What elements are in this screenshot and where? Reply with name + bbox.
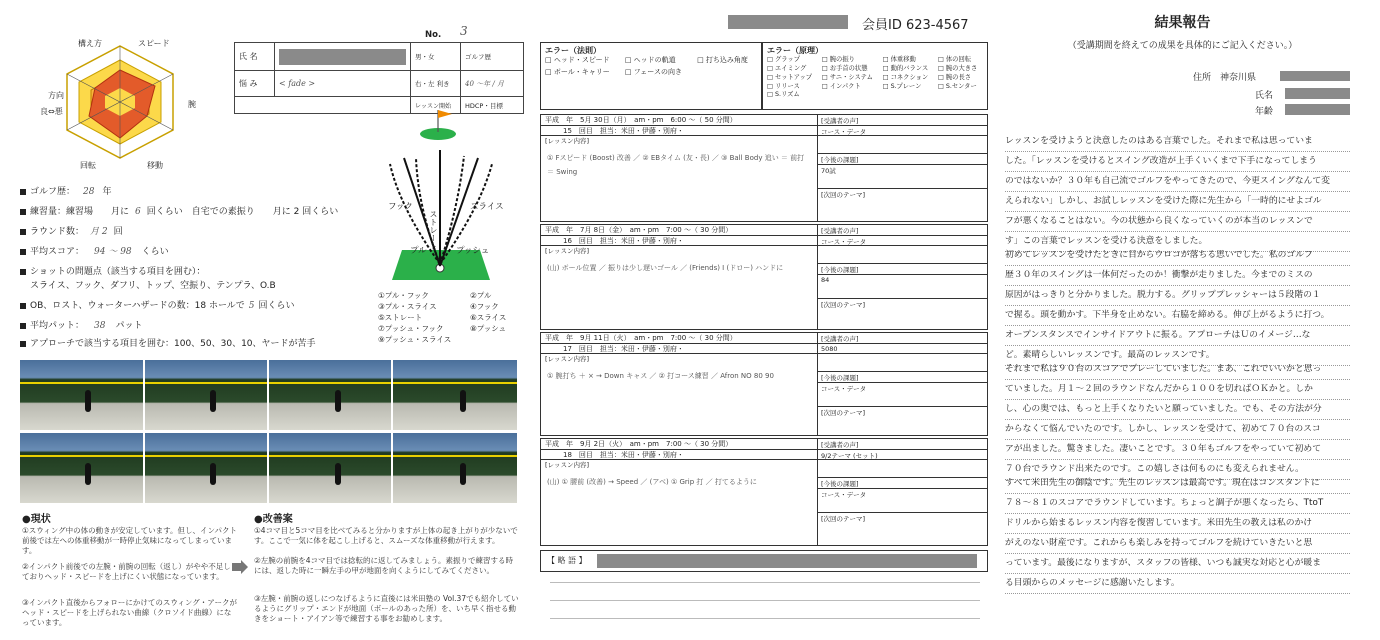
current-item-1: ①スウィング中の体の動きが安定しています。但し、インパクト前後では左への体重移動が一時停止気味になってしまっています。 xyxy=(22,526,237,555)
lesson-header: 平成 年 7月 8日（金） am・pm 7:00 〜（ 30 分間） xyxy=(541,225,987,236)
lesson-block-17 xyxy=(540,332,988,436)
data-label: コース・データ xyxy=(818,126,987,154)
voice-label: [受講者の声] xyxy=(818,333,987,344)
lesson-feedback-column xyxy=(817,333,987,435)
error-cause-item[interactable]: □ エイミング xyxy=(767,65,807,72)
ball-flight-diagram xyxy=(380,108,520,280)
voice-label: [受講者の声] xyxy=(818,225,987,236)
error-cause-item[interactable]: □ お手首の状態 xyxy=(821,65,868,72)
data-value: 70試 xyxy=(818,165,987,189)
lesson-block-18 xyxy=(540,438,988,546)
current-state-title: ●現状 xyxy=(22,514,51,525)
redacted-member-name xyxy=(728,15,848,29)
theme-label: [次回のテーマ] xyxy=(821,409,866,417)
legend-item: ④フック xyxy=(470,302,499,311)
data-label: コース・データ xyxy=(818,383,987,407)
lesson-content-label: [レッスン内容] xyxy=(545,355,590,363)
error-method-item[interactable]: □ 打ち込み角度 xyxy=(697,56,748,65)
error-method-item[interactable]: □ ヘッド・スピード xyxy=(545,56,610,65)
improve-item-1: ①4コマ目と5コマ目を比べてみると分かりますが上体の起き上がりが少ないです。ここで一気に体を起こし上げると、スムーズな体重移動が行えます。 xyxy=(254,526,518,545)
q-ob-count: OB、ロスト、ウォーターハザードの数：18 ホールで 5 回くらい xyxy=(20,298,295,311)
error-cause-box xyxy=(762,42,988,110)
error-method-title: エラー（法則） xyxy=(545,46,601,55)
error-cause-item[interactable]: □ 体の回転 xyxy=(937,56,972,64)
result-report xyxy=(995,0,1380,640)
diagram-pull-label: プル xyxy=(410,246,427,256)
lesson-intake-sheet xyxy=(0,0,525,640)
q-rounds: ラウンド数： 月 2 回 xyxy=(20,224,123,237)
q-shot-problems: ショットの問題点（該当する項目を囲む）： xyxy=(20,264,205,277)
error-cause-item[interactable]: □ S.センター xyxy=(937,82,977,90)
radar-label-arm: 腕 xyxy=(188,100,196,109)
radar-label-rotation: 回転 xyxy=(80,161,96,170)
diagram-slice-label: スライス xyxy=(470,202,504,212)
divider xyxy=(550,582,980,583)
lesson-record-sheet xyxy=(530,0,990,640)
lesson-notes: ① Fスピード (Boost) 改善 ／ ② EBタイム (友・長) ／ ③ Ball Body 追い ＝ 前打 ＝ Swing xyxy=(547,154,805,176)
error-cause-item[interactable]: □ インパクト xyxy=(821,82,861,90)
radar-label-good-bad: 良⇔悪 xyxy=(40,107,63,116)
theme-label: [次回のテーマ] xyxy=(821,191,866,199)
task-label: [今後の課題] xyxy=(818,372,987,383)
q-golf-history: ゴルフ歴： 28 年 xyxy=(20,184,111,197)
error-cause-item[interactable]: □ 動的バランス xyxy=(882,65,929,72)
sheet-number-value: 3 xyxy=(460,24,468,38)
error-cause-item[interactable]: □ サニ・システム xyxy=(821,73,873,81)
diagram-straight-label: ストレート xyxy=(429,210,438,250)
lesson-count: 16 回目 担当：米田・伊藤・別府・ xyxy=(541,236,987,246)
current-item-2: ②インパクト前後での左腕・前腕の回転（返し）がやや不足しておりヘッド・スピードを上げにくい状態になっています。 xyxy=(22,562,231,581)
task-label: [今後の課題] xyxy=(818,154,987,165)
diagram-legend xyxy=(378,290,518,345)
name-label: 氏 名 xyxy=(235,43,275,70)
legend-item: ⑧プッシュ xyxy=(470,324,507,333)
error-cause-item[interactable]: □ 腕の大きさ xyxy=(937,65,978,72)
lesson-notes: (山) ① 腰前 (改善) → Speed ／ (アベ) ① Grip 打 ／ 打てるように xyxy=(547,478,757,486)
diagram-hook-label: フック xyxy=(388,202,413,212)
golf-history-value: 40 〜年 / 月 xyxy=(465,79,504,88)
q-approach: アプローチで該当する項目を囲む：100、50、30、10、ヤードが苦手 xyxy=(20,336,316,349)
legend-item: ①プル・フック xyxy=(378,291,429,300)
radar-label-speed: スピード xyxy=(138,39,170,48)
lesson-header: 平成 年 9月 11日（火） am・pm 7:00 〜（ 30 分間） xyxy=(541,333,987,344)
task-label: [今後の課題] xyxy=(818,478,987,489)
lesson-feedback-column xyxy=(817,225,987,329)
report-paragraph-3: それまで私は９０台のスコアでプレーしていました。まあ、これでいいかと思っ ていました。月１〜２回のラウンドなんだから１００を切ればＯＫかと。しか し、心の奥では、もっと上手くなりたいと願っていました。でも、その方法が分 からなくて悩んでいたのです。しかし、レッスンを受けて、初めて７０台のスコ アが出ました。驚きました。凄いことです。３０年もゴルフをやっていて初めて ７０台でラウンド出来たのです。この嬉しさは何ものにも変えられません。 xyxy=(1005,360,1350,480)
report-paragraph-4: すべて米田先生の御陰です。先生のレッスンは最高です。現在はコンスタントに ７８〜８１のスコアでラウンドしています。ちょっと調子が悪くなったら、TtoT ドリルから始まるレッスン内容を復習しています。米田先生の教えは私のかけ がえのない財産です。これからも楽しみを持ってゴルフを続けていきたいと思 っています。最後になりますが、スタッフの皆様、いつも誠実な対応と心が暖ま る目頭からのメッセージに感謝いたします。 xyxy=(1005,474,1350,594)
lesson-notes: ① 腕打ち ＋ × → Down キャス ／ ② 打コース練習 ／ Afron NO 80 90 xyxy=(547,372,774,380)
lesson-count: 17 回目 担当：米田・伊藤・別府・ xyxy=(541,344,987,354)
data-label: コース・データ xyxy=(818,489,987,513)
data-label: コース・データ xyxy=(818,236,987,264)
arrow-right-icon xyxy=(232,560,248,574)
data-value: 9/2テーマ (セット) xyxy=(818,450,987,478)
swing-photo-sequence-2 xyxy=(20,433,517,503)
radar-label-direction: 方向 xyxy=(48,91,64,100)
divider xyxy=(550,600,980,601)
swing-photo-sequence-1 xyxy=(20,360,517,430)
age-field-label: 年齢 xyxy=(1255,107,1274,117)
legend-item: ⑦プッシュ・フック xyxy=(378,324,444,333)
lesson-content-label: [レッスン内容] xyxy=(545,461,590,469)
radar-label-move: 移動 xyxy=(147,161,163,170)
error-method-item[interactable]: □ フェースの向き xyxy=(624,67,682,76)
error-cause-item[interactable]: □ コネクション xyxy=(882,73,929,81)
redacted-report-name xyxy=(1285,88,1350,99)
redacted-remarks xyxy=(597,554,977,568)
hdcp-label: HDCP・目標 xyxy=(465,101,503,110)
student-info-table xyxy=(234,42,524,114)
error-cause-title: エラー（原理） xyxy=(767,46,823,55)
voice-label: [受講者の声] xyxy=(818,439,987,450)
diagram-push-label: プッシュ xyxy=(456,246,490,256)
improve-item-3: ③左腕・前腕の返しにつなげるように直後には米田塾の Vol.37でも紹介しているようにグリップ・エンドが地面（ボールのあった所）を、いち早く指せる動きをショート・アイアン等で練習する事をお勧めします。 xyxy=(254,594,519,623)
report-title: 結果報告 xyxy=(1154,15,1211,31)
legend-item: ⑨プッシュ・スライス xyxy=(378,335,452,344)
improve-item-2: ②左腕の前腕を4コマ目では捻転的に返してみましょう。素振りで練習する時には、返した時に一瞬左手の甲が地面を向くようにしてみてください。 xyxy=(254,556,513,575)
q-average-score: 平均スコア： 94 〜 98 くらい xyxy=(20,244,169,257)
worry-value: < fade > xyxy=(275,71,411,96)
report-paragraph-1: レッスンを受けようと決意したのはある言葉でした。それまで私は思っていま した。「レッスンを受けるとスイング改造が上手くいくまで下手になってしまう のではないか？３０年も自己流でゴルフをやってきたので、今更スイングなんて変 えられない」しかし、お試しレッスンを受けた際に先生から「一時的にせよゴル フが悪くなることはない。今の状態から良くなっていくのが本当のレッスンで す」この言葉でレッスンを受ける決意をしました。 xyxy=(1005,132,1350,252)
task-label: [今後の課題] xyxy=(818,264,987,275)
legend-item: ⑥スライス xyxy=(470,313,507,322)
member-id: 会員ID 623-4567 xyxy=(862,18,969,33)
lesson-content-label: [レッスン内容] xyxy=(545,247,590,255)
error-cause-item[interactable]: □ グラップ xyxy=(767,56,801,64)
lesson-block-15 xyxy=(540,114,988,222)
lesson-feedback-column xyxy=(817,439,987,545)
theme-label: [次回のテーマ] xyxy=(821,515,866,523)
error-method-box xyxy=(540,42,762,110)
legend-item: ⑤ストレート xyxy=(378,313,423,322)
data-value: 84 xyxy=(818,275,987,299)
redacted-address xyxy=(1280,71,1350,81)
current-item-3: ③インパクト直後からフォローにかけてのスウィング・アークがヘッド・スピードを上げられない曲線（クロソイド曲線）になっています。 xyxy=(22,598,237,627)
q-shot-problems-options: スライス、フック、ダフリ、トップ、空振り、テンプラ、O.B xyxy=(30,281,276,291)
error-cause-item[interactable]: □ S.リズム xyxy=(767,91,800,99)
worry-label: 悩 み xyxy=(235,71,275,96)
address-label: 住所 神奈川県 xyxy=(1193,73,1257,83)
lesson-count: 15 回目 担当：米田・伊藤・別府・ xyxy=(541,126,987,136)
handedness-label: 右・左 利き xyxy=(411,71,461,96)
q-practice: 練習量：練習場 月に 6 回くらい 自宅での素振り 月に 2 回くらい xyxy=(20,204,338,217)
remarks-box xyxy=(540,550,988,572)
q-putts: 平均パット： 38 パット xyxy=(20,318,142,331)
divider xyxy=(550,618,980,619)
voice-label: [受講者の声] xyxy=(818,115,987,126)
remarks-label: 【 略 語 】 xyxy=(547,556,587,565)
redacted-age xyxy=(1285,104,1350,115)
lesson-header: 平成 年 5月 30日（月） am・pm 6:00 〜（ 50 分間） xyxy=(541,115,987,126)
golf-history-label: ゴルフ歴 xyxy=(465,53,491,61)
legend-item: ②プル xyxy=(470,291,492,300)
lesson-block-16 xyxy=(540,224,988,330)
error-cause-item[interactable]: □ セットアップ xyxy=(767,73,813,81)
error-cause-item[interactable]: □ 腕の長さ xyxy=(937,73,972,81)
error-method-item[interactable]: □ ボール・キャリー xyxy=(545,67,610,76)
lesson-header: 平成 年 9月 2日（火） am・pm 7:00 〜（ 30 分間） xyxy=(541,439,987,450)
error-cause-item[interactable]: □ 体重移動 xyxy=(882,56,916,64)
error-cause-item[interactable]: □ 腕の振り xyxy=(821,56,855,64)
lesson-count: 18 回目 担当：米田・伊藤・別府・ xyxy=(541,450,987,460)
data-value: 5080 xyxy=(818,344,987,372)
lesson-content-label: [レッスン内容] xyxy=(545,137,590,145)
sex-label: 男・女 xyxy=(411,43,461,70)
name-field-label: 氏名 xyxy=(1255,91,1274,101)
theme-label: [次回のテーマ] xyxy=(821,301,866,309)
report-paragraph-2: 初めてレッスンを受けたときに目からウロコが落ちる思いでした。私のゴルフ 歴３０年のスイングは一体何だったのか！衝撃が走りました。今までのミスの 原因がはっきりと分かりました。脱力する。グリッププレッシャーは５段階の１ で握る。頭を動かす。下半身を止めない。右脇を締める。伸び上がるように打つ。 オープンスタンスでインサイドアウトに振る。アプローチはＵのイメージ…な ど。素晴らしいレッスンです。最高のレッスンです。 xyxy=(1005,246,1350,366)
redacted-name xyxy=(279,49,406,65)
sheet-number-label: No. xyxy=(425,30,442,40)
skill-radar-chart xyxy=(55,42,185,162)
lesson-feedback-column xyxy=(817,115,987,221)
report-subtitle: （受講期間を終えての成果を具体的にご記入ください。） xyxy=(1067,41,1298,51)
legend-item: ③プル・スライス xyxy=(378,302,437,311)
radar-label-stance: 構え方 xyxy=(78,39,102,48)
error-cause-item[interactable]: □ S.プレーン xyxy=(882,82,922,90)
lesson-notes: (山) ボール位置 ／ 振りは少し遅いゴール ／ (Friends) I (ドロー) ハンドに xyxy=(547,264,784,272)
improvement-title: ●改善案 xyxy=(254,514,293,525)
error-method-item[interactable]: □ ヘッドの軌道 xyxy=(624,56,676,65)
error-cause-item[interactable]: □ リリース xyxy=(767,82,800,90)
lesson-start-label: レッスン開始 xyxy=(411,97,461,113)
